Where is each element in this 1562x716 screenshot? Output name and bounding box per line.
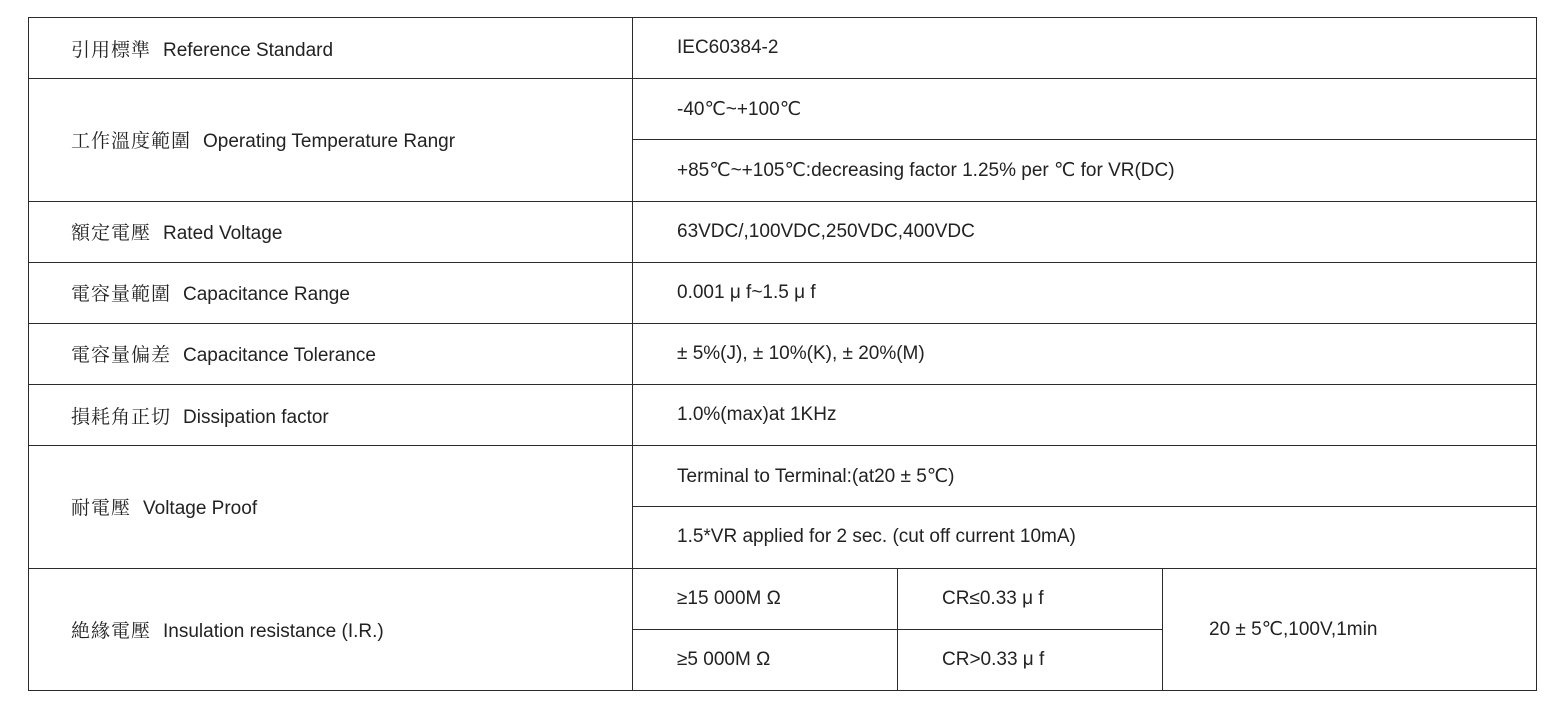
- resistance-value-cell: ≥5 000M Ω: [633, 629, 898, 690]
- value-cell: +85℃~+105℃:decreasing factor 1.25% per ℃ for VR(DC): [633, 140, 1537, 201]
- param-label-en: Capacitance Tolerance: [183, 345, 376, 367]
- table-row: [29, 201, 1537, 262]
- param-label-en: Voltage Proof: [143, 498, 258, 520]
- param-label-en: Rated Voltage: [163, 223, 283, 245]
- value-cell: -40℃~+100℃: [633, 79, 1537, 140]
- value-cell: 63VDC/,100VDC,250VDC,400VDC: [633, 201, 1537, 262]
- param-label-zh: 電容量偏差: [71, 344, 172, 367]
- param-insulation-resistance: [29, 568, 633, 690]
- value-cell: 1.0%(max)at 1KHz: [633, 385, 1537, 446]
- table-row: [29, 446, 1537, 507]
- param-reference-standard: [29, 18, 633, 79]
- table-row: [29, 18, 1537, 79]
- resistance-value-cell: ≥15 000M Ω: [633, 568, 898, 629]
- table-row: [29, 385, 1537, 446]
- test-condition-cell: 20 ± 5℃,100V,1min: [1163, 568, 1537, 690]
- table-row: [29, 79, 1537, 140]
- value-cell: IEC60384-2: [633, 18, 1537, 79]
- param-label-zh: 絶緣電壓: [71, 619, 152, 642]
- param-label-zh: 工作溫度範圍: [71, 130, 192, 153]
- param-label-zh: 電容量範圍: [71, 283, 172, 306]
- table-row: [29, 262, 1537, 323]
- table-row: [29, 323, 1537, 384]
- condition-cell: CR≤0.33 μ f: [898, 568, 1163, 629]
- param-label-en: Insulation resistance (I.R.): [163, 620, 384, 642]
- param-label-en: Capacitance Range: [183, 284, 350, 306]
- param-label-zh: 額定電壓: [71, 222, 152, 245]
- param-label-zh: 引用標準: [71, 38, 152, 61]
- param-label-zh: 損耗角正切: [71, 405, 172, 428]
- specification-table: [28, 17, 1537, 691]
- param-operating-temperature: [29, 79, 633, 201]
- condition-cell: CR>0.33 μ f: [898, 629, 1163, 690]
- param-label-en: Reference Standard: [163, 39, 334, 61]
- param-label-en: Operating Temperature Rangr: [203, 131, 456, 153]
- param-voltage-proof: [29, 446, 633, 568]
- param-label-zh: 耐電壓: [71, 497, 132, 520]
- value-cell: Terminal to Terminal:(at20 ± 5℃): [633, 446, 1537, 507]
- param-capacitance-tolerance: [29, 323, 633, 384]
- param-label-en: Dissipation factor: [183, 406, 329, 428]
- value-cell: ± 5%(J), ± 10%(K), ± 20%(M): [633, 323, 1537, 384]
- param-dissipation-factor: [29, 385, 633, 446]
- table-row: [29, 568, 1537, 629]
- param-capacitance-range: [29, 262, 633, 323]
- value-cell: 0.001 μ f~1.5 μ f: [633, 262, 1537, 323]
- param-rated-voltage: [29, 201, 633, 262]
- value-cell: 1.5*VR applied for 2 sec. (cut off current 10mA): [633, 507, 1537, 568]
